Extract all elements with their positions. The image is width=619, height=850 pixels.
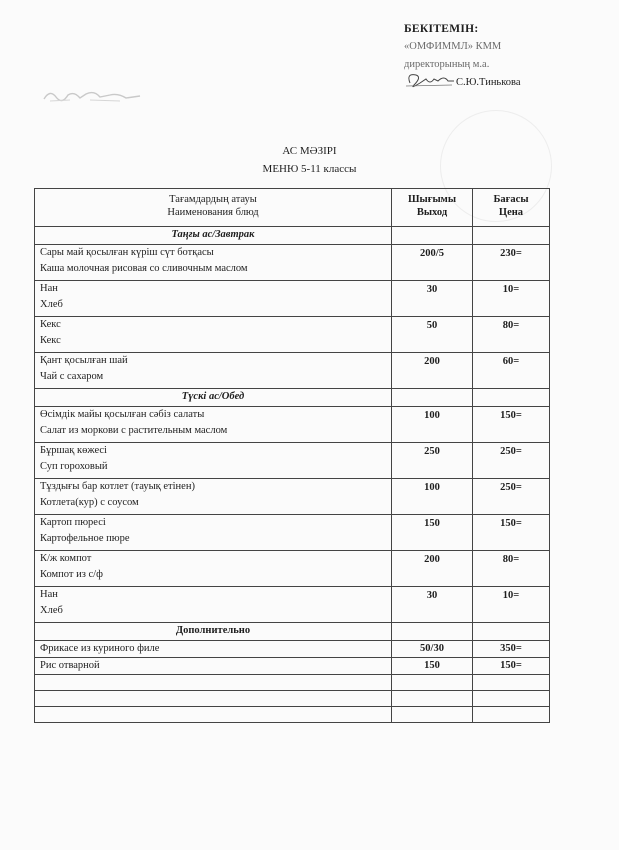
blank-row (35, 707, 550, 723)
table-row (35, 658, 550, 675)
price-cell: 150= (473, 515, 550, 551)
dish-name-kz: Сары май қосылған күріш сүт ботқасы (40, 247, 214, 258)
yield-cell: 50/30 (392, 641, 473, 658)
price-cell: 150= (473, 407, 550, 443)
yield-cell: 150 (392, 515, 473, 551)
dish-name-kz: Картоп пюресі (40, 517, 106, 528)
dish-name-ru: Хлеб (40, 605, 63, 616)
section-row (35, 227, 550, 245)
dish-name-kz: Фрикасе из куриного филе (40, 643, 160, 654)
dish-name-cell (35, 515, 392, 551)
dish-name-kz: Қант қосылған шай (40, 355, 128, 366)
yield-cell: 200/5 (392, 245, 473, 281)
dish-name-kz: Бұршақ көжесі (40, 445, 107, 456)
dish-name-cell (35, 641, 392, 658)
yield-cell: 200 (392, 353, 473, 389)
dish-name-ru: Суп гороховый (40, 461, 108, 472)
price-cell: 250= (473, 479, 550, 515)
menu-table (34, 188, 550, 723)
header-dish-name-ru: Наименования блюд (167, 207, 259, 218)
header-price-kz: Бағасы (493, 194, 529, 205)
table-row (35, 641, 550, 658)
signature-mark (404, 69, 456, 91)
section-row (35, 389, 550, 407)
table-row (35, 479, 550, 515)
blank-row (35, 691, 550, 707)
header-price-ru: Цена (498, 207, 524, 218)
yield-cell: 250 (392, 443, 473, 479)
dish-name-ru: Картофельное пюре (40, 533, 130, 544)
empty-cell (392, 675, 473, 691)
price-cell: 80= (473, 551, 550, 587)
dish-name-cell (35, 587, 392, 623)
section-title: Таңғы ас/Завтрак (35, 227, 392, 245)
price-cell: 230= (473, 245, 550, 281)
approval-position: директорының м.а. (404, 59, 490, 70)
dish-name-kz: Тұздығы бар котлет (тауық етінен) (40, 481, 195, 492)
dish-name-ru: Салат из моркови с растительным маслом (40, 425, 228, 436)
empty-cell (473, 227, 550, 245)
dish-name-kz: Рис отварной (40, 660, 100, 671)
signatory-name: С.Ю.Тинькова (456, 77, 521, 88)
header-yield-ru: Выход (416, 207, 448, 218)
empty-cell (35, 691, 392, 707)
table-row (35, 353, 550, 389)
price-cell: 350= (473, 641, 550, 658)
empty-cell (392, 623, 473, 641)
approval-organization: «ОМФИММЛ» КММ (404, 41, 502, 52)
dish-name-cell (35, 443, 392, 479)
empty-cell (473, 623, 550, 641)
dish-name-kz: Нан (40, 283, 58, 294)
price-cell: 250= (473, 443, 550, 479)
empty-cell (392, 389, 473, 407)
header-dish-name-kz: Тағамдардың атауы (169, 194, 257, 205)
empty-cell (473, 675, 550, 691)
price-cell: 10= (473, 281, 550, 317)
dish-name-cell (35, 317, 392, 353)
dish-name-kz: К/ж компот (40, 553, 92, 564)
approval-heading: БЕКІТЕМІН: (404, 23, 479, 35)
price-cell: 80= (473, 317, 550, 353)
section-title: Дополнительно (35, 623, 392, 641)
dish-name-ru: Хлеб (40, 299, 63, 310)
menu-title-block (0, 142, 619, 178)
yield-cell: 100 (392, 407, 473, 443)
blank-row (35, 675, 550, 691)
dish-name-cell (35, 245, 392, 281)
dish-name-cell (35, 551, 392, 587)
table-header-row (35, 189, 550, 227)
yield-cell: 50 (392, 317, 473, 353)
yield-cell: 100 (392, 479, 473, 515)
header-price (473, 189, 550, 227)
dish-name-cell (35, 407, 392, 443)
empty-cell (473, 707, 550, 723)
yield-cell: 30 (392, 281, 473, 317)
dish-name-cell (35, 281, 392, 317)
table-row (35, 281, 550, 317)
empty-cell (473, 389, 550, 407)
dish-name-cell (35, 353, 392, 389)
table-row (35, 587, 550, 623)
table-row (35, 515, 550, 551)
empty-cell (392, 691, 473, 707)
signature-line (404, 74, 604, 92)
yield-cell: 150 (392, 658, 473, 675)
yield-cell: 200 (392, 551, 473, 587)
price-cell: 60= (473, 353, 550, 389)
empty-cell (35, 675, 392, 691)
dish-name-cell (35, 479, 392, 515)
section-row (35, 623, 550, 641)
table-row (35, 245, 550, 281)
dish-name-ru: Чай с сахаром (40, 371, 104, 382)
price-cell: 10= (473, 587, 550, 623)
table-row (35, 443, 550, 479)
dish-name-ru: Каша молочная рисовая со сливочным маслом (40, 263, 248, 274)
dish-name-kz: Кекс (40, 319, 61, 330)
table-row (35, 317, 550, 353)
header-yield (392, 189, 473, 227)
dish-name-kz: Нан (40, 589, 58, 600)
header-yield-kz: Шығымы (407, 194, 457, 205)
dish-name-ru: Котлета(кур) с соусом (40, 497, 139, 508)
empty-cell (392, 227, 473, 245)
empty-cell (35, 707, 392, 723)
dish-name-kz: Өсімдік майы қосылған сәбіз салаты (40, 409, 205, 420)
empty-cell (473, 691, 550, 707)
dish-name-cell (35, 658, 392, 675)
price-cell: 150= (473, 658, 550, 675)
yield-cell: 30 (392, 587, 473, 623)
menu-title-ru: МЕНЮ 5-11 классы (262, 163, 357, 175)
menu-title-kz: АС МӘЗІРІ (282, 145, 337, 157)
dish-name-ru: Компот из с/ф (40, 569, 103, 580)
table-row (35, 407, 550, 443)
approval-block (404, 20, 604, 92)
dish-name-ru: Кекс (40, 335, 61, 346)
section-title: Түскі ас/Обед (35, 389, 392, 407)
table-row (35, 551, 550, 587)
header-dish-name (35, 189, 392, 227)
faded-stamp (40, 85, 150, 105)
empty-cell (392, 707, 473, 723)
